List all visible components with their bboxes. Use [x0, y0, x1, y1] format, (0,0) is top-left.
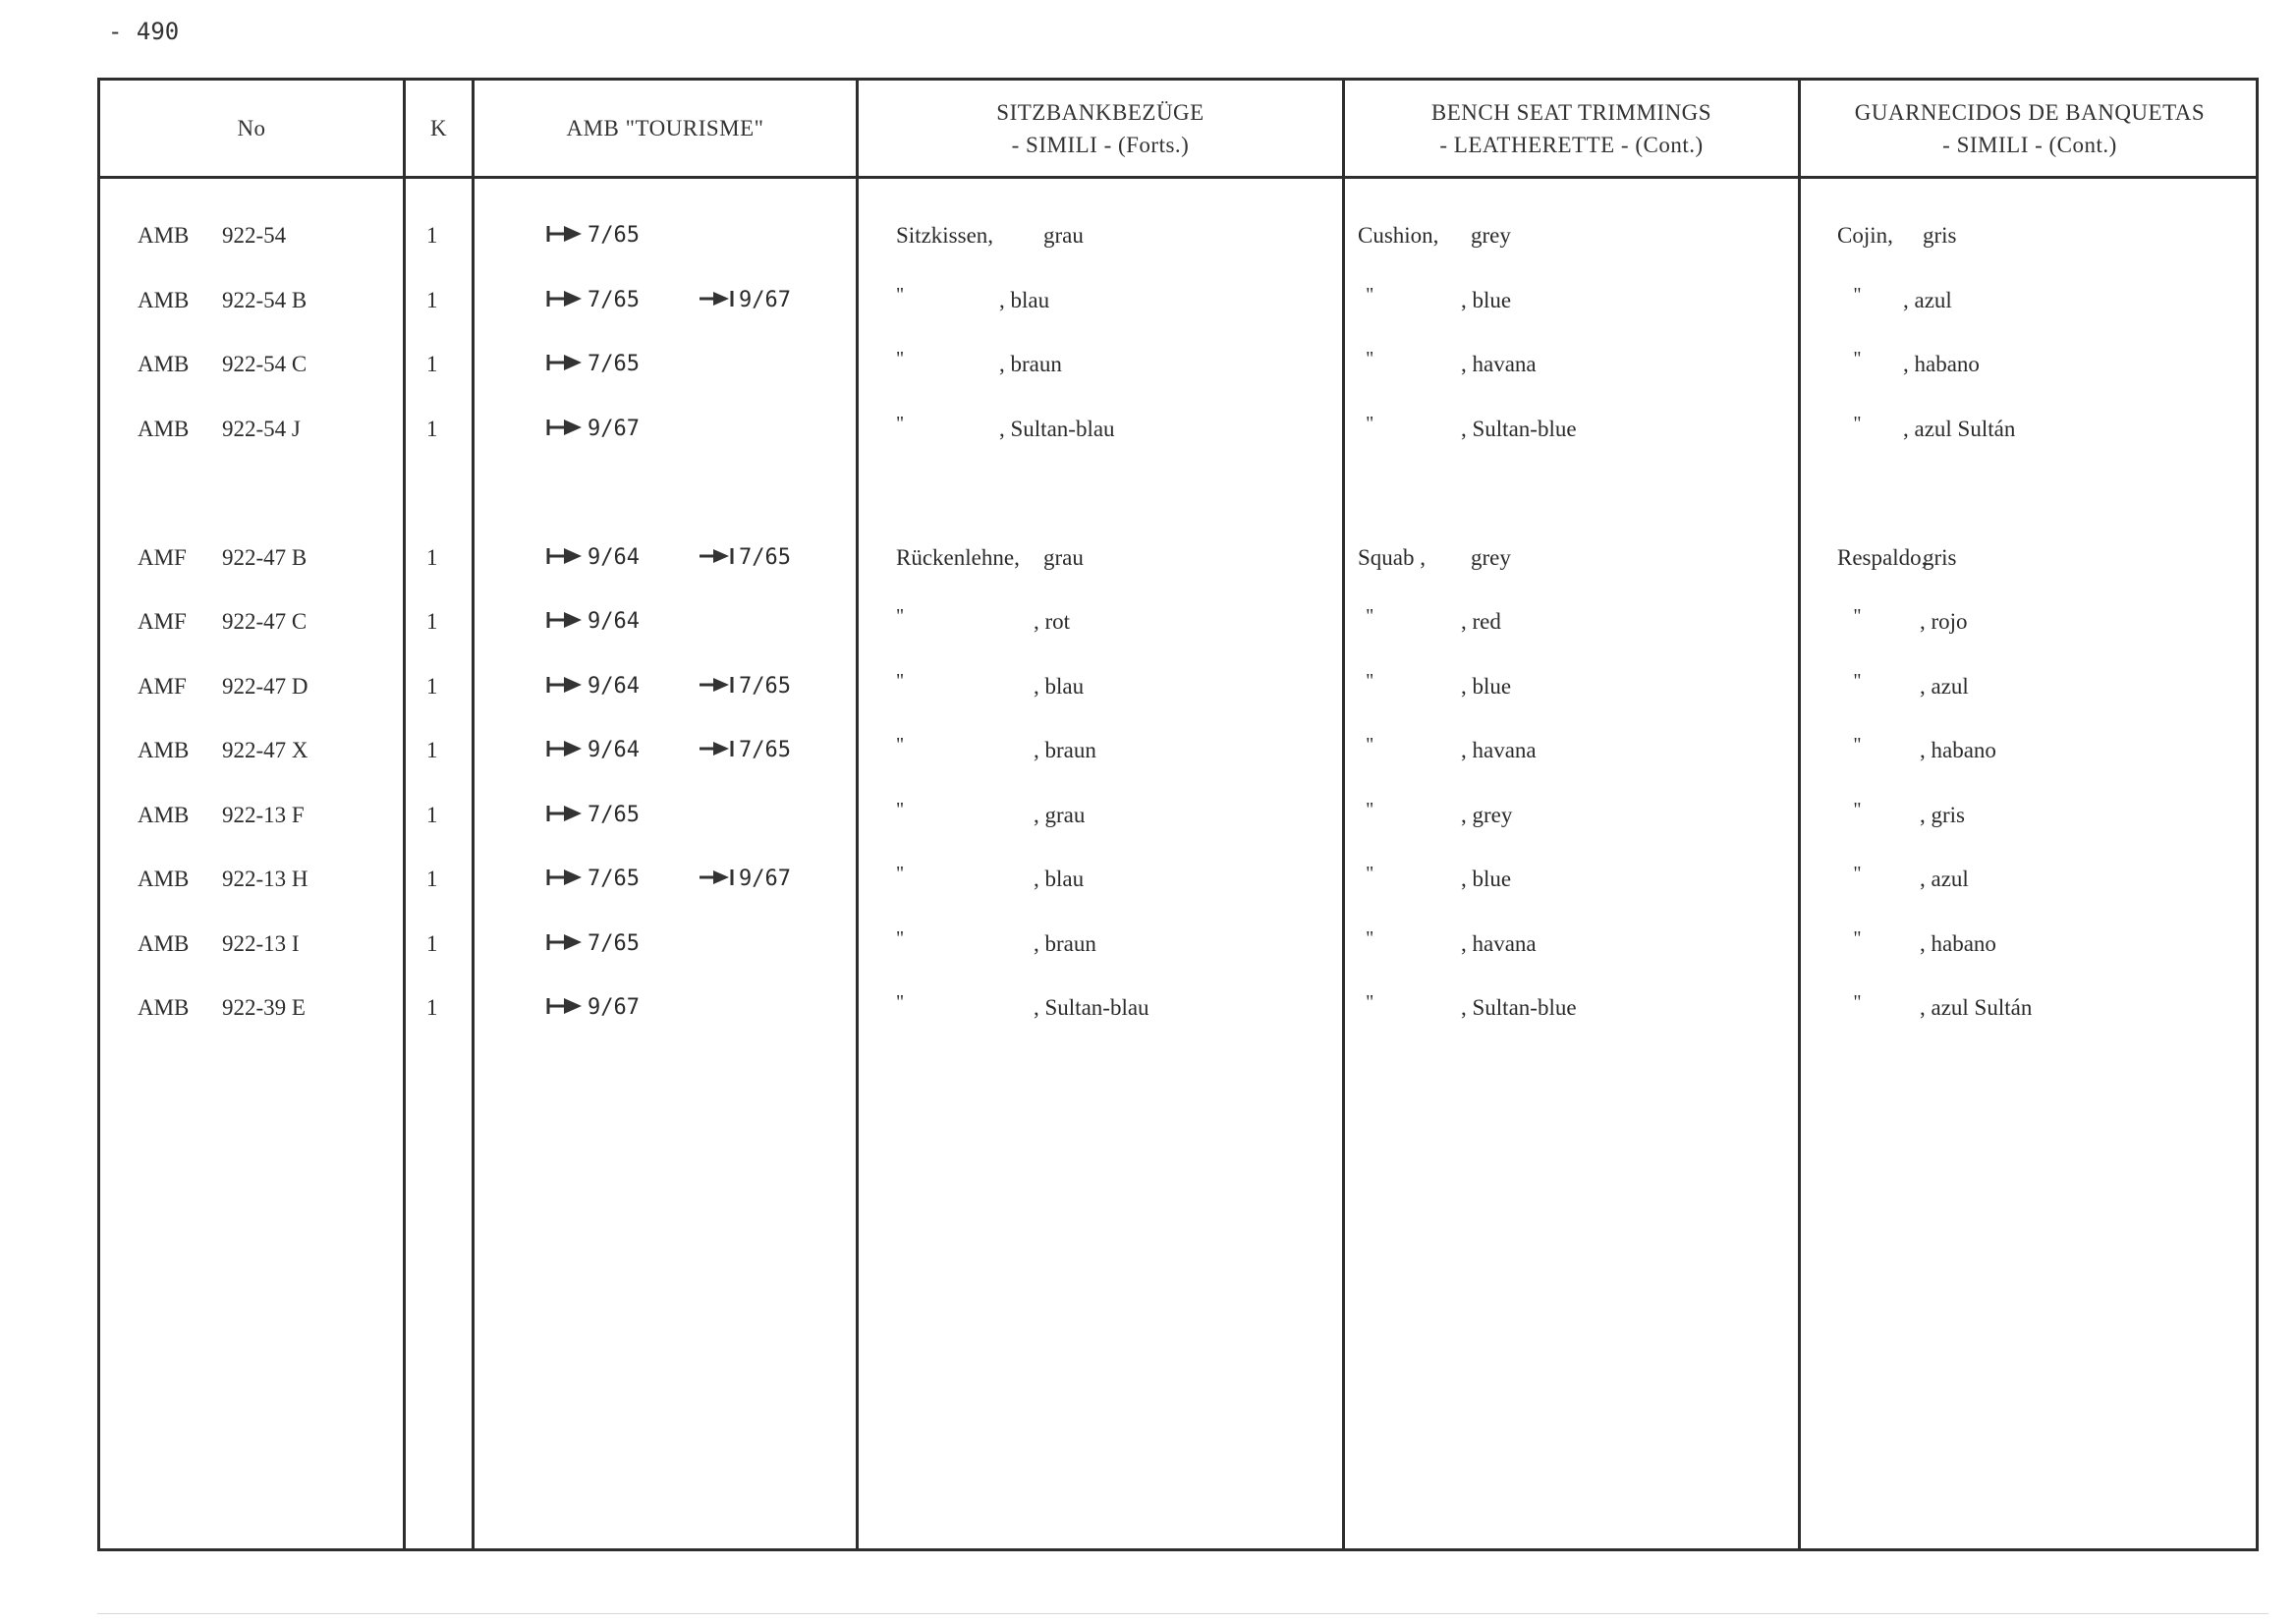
part-prefix: AMF: [138, 673, 187, 699]
start-arrow-icon: [546, 610, 586, 630]
english-description: , havana: [1461, 352, 1537, 376]
header-no-label: No: [237, 116, 266, 140]
start-arrow-icon: [546, 804, 586, 823]
german-lead: Sitzkissen,: [896, 223, 994, 248]
part-prefix: AMB: [138, 416, 190, 441]
valid-from-date: 7/65: [588, 287, 640, 312]
german-lead: ": [896, 798, 905, 820]
part-prefix: AMB: [138, 930, 190, 956]
spanish-description: , habano: [1903, 352, 1980, 376]
spanish-lead: ": [1853, 734, 1862, 756]
english-lead: Squab ,: [1358, 544, 1426, 570]
spanish-description: , azul: [1920, 867, 1969, 891]
spanish-lead: ": [1853, 283, 1862, 306]
table-row: [100, 345, 2256, 384]
valid-from: [546, 281, 640, 320]
german-description: , Sultan-blau: [999, 416, 1115, 441]
valid-from-date: 7/65: [588, 867, 640, 891]
quantity: 1: [426, 544, 438, 570]
spanish-description: , azul: [1903, 287, 1952, 312]
spanish-description: gris: [1923, 544, 1957, 570]
valid-from: [546, 860, 640, 899]
start-arrow-icon: [546, 546, 586, 566]
spanish-lead: ": [1853, 669, 1862, 692]
header-spanish: [1801, 81, 2259, 176]
english-description: , havana: [1461, 930, 1537, 956]
header-spanish-line1: GUARNECIDOS DE BANQUETAS: [1854, 99, 2206, 125]
quantity: 1: [426, 673, 438, 699]
part-number: 922-47 D: [222, 673, 308, 699]
header-model-label: AMB "TOURISME": [566, 116, 764, 140]
german-lead: ": [896, 283, 905, 306]
table-row: [100, 796, 2256, 835]
valid-from-date: 7/65: [588, 802, 640, 827]
english-lead: ": [1366, 605, 1374, 627]
part-number: 922-54 C: [222, 352, 308, 376]
german-lead: ": [896, 734, 905, 756]
header-german-line1: SITZBANKBEZÜGE: [996, 99, 1204, 125]
part-prefix: AMB: [138, 352, 190, 376]
table-row: [100, 988, 2256, 1028]
header-no: [100, 81, 403, 176]
part-number: 922-54: [222, 223, 287, 248]
valid-until-date: 9/67: [739, 287, 791, 312]
valid-from: [546, 538, 640, 578]
quantity: 1: [426, 287, 438, 312]
valid-from-date: 9/64: [588, 609, 640, 634]
valid-from-date: 7/65: [588, 223, 640, 248]
valid-until: [698, 538, 791, 578]
header-english-line1: BENCH SEAT TRIMMINGS: [1430, 99, 1712, 125]
quantity: 1: [426, 867, 438, 891]
part-number: 922-47 B: [222, 544, 308, 570]
spanish-lead: Cojin,: [1837, 223, 1893, 248]
english-lead: ": [1366, 863, 1374, 884]
part-number: 922-13 I: [222, 930, 300, 956]
german-lead: ": [896, 669, 905, 692]
english-description: , havana: [1461, 738, 1537, 762]
table-row: [100, 924, 2256, 964]
valid-from: [546, 602, 640, 642]
english-description: , red: [1461, 609, 1501, 634]
part-prefix: AMB: [138, 995, 190, 1020]
spanish-description: , gris: [1920, 802, 1965, 827]
english-description: , blue: [1461, 287, 1512, 312]
valid-from: [546, 410, 640, 449]
german-description: , Sultan-blau: [1034, 995, 1149, 1020]
part-number: 922-54 B: [222, 287, 308, 312]
valid-until: [698, 731, 791, 770]
part-prefix: AMB: [138, 867, 190, 891]
spanish-description: , azul: [1920, 673, 1969, 699]
german-lead: ": [896, 863, 905, 884]
valid-from-date: 7/65: [588, 930, 640, 956]
german-description: , blau: [999, 287, 1050, 312]
english-description: , blue: [1461, 867, 1512, 891]
german-description: , braun: [1034, 930, 1096, 956]
english-description: , Sultan-blue: [1461, 995, 1577, 1020]
header-german-line2: - SIMILI - (Forts.): [1011, 132, 1190, 157]
part-number: 922-54 J: [222, 416, 301, 441]
valid-from-date: 9/64: [588, 738, 640, 762]
spanish-lead: ": [1853, 991, 1862, 1013]
part-prefix: AMF: [138, 609, 187, 634]
valid-from: [546, 345, 640, 384]
valid-until-date: 7/65: [739, 738, 791, 762]
header-model: [475, 81, 856, 176]
table-row: [100, 281, 2256, 320]
start-arrow-icon: [546, 868, 586, 887]
english-description: , Sultan-blue: [1461, 416, 1577, 441]
spanish-description: , habano: [1920, 930, 1996, 956]
german-description: , rot: [1034, 609, 1071, 634]
valid-from-date: 7/65: [588, 352, 640, 376]
german-lead: Rückenlehne,: [896, 544, 1020, 570]
valid-from: [546, 924, 640, 964]
valid-from-date: 9/67: [588, 995, 640, 1020]
spanish-lead: ": [1853, 863, 1862, 884]
part-prefix: AMB: [138, 223, 190, 248]
valid-from: [546, 796, 640, 835]
quantity: 1: [426, 738, 438, 762]
quantity: 1: [426, 352, 438, 376]
valid-from: [546, 731, 640, 770]
valid-from-date: 9/64: [588, 544, 640, 570]
valid-from-date: 9/67: [588, 416, 640, 441]
end-arrow-icon: [698, 868, 737, 887]
quantity: 1: [426, 802, 438, 827]
page-number: - 490: [108, 18, 180, 45]
part-number: 922-47 C: [222, 609, 308, 634]
quantity: 1: [426, 223, 438, 248]
german-lead: ": [896, 991, 905, 1013]
german-description: , blau: [1034, 867, 1085, 891]
table-row: [100, 602, 2256, 642]
valid-until: [698, 860, 791, 899]
german-lead: ": [896, 605, 905, 627]
end-arrow-icon: [698, 289, 737, 308]
valid-from-date: 9/64: [588, 673, 640, 699]
header-german: [859, 81, 1342, 176]
parts-table: [97, 78, 2259, 1551]
header-k-label: K: [429, 116, 448, 140]
table-row: [100, 667, 2256, 706]
valid-until: [698, 667, 791, 706]
quantity: 1: [426, 930, 438, 956]
start-arrow-icon: [546, 418, 586, 437]
english-lead: ": [1366, 348, 1374, 369]
spanish-description: gris: [1923, 223, 1957, 248]
start-arrow-icon: [546, 932, 586, 952]
part-prefix: AMB: [138, 287, 190, 312]
start-arrow-icon: [546, 289, 586, 308]
spanish-lead: Respaldo,: [1837, 544, 1928, 570]
part-prefix: AMB: [138, 802, 190, 827]
german-description: grau: [1043, 544, 1084, 570]
spanish-lead: ": [1853, 605, 1862, 627]
part-number: 922-39 E: [222, 995, 306, 1020]
start-arrow-icon: [546, 675, 586, 695]
start-arrow-icon: [546, 996, 586, 1016]
start-arrow-icon: [546, 224, 586, 244]
english-lead: ": [1366, 991, 1374, 1013]
valid-from: [546, 216, 640, 255]
german-lead: ": [896, 348, 905, 369]
part-number: 922-13 H: [222, 867, 308, 891]
end-arrow-icon: [698, 739, 737, 758]
spanish-description: , habano: [1920, 738, 1996, 762]
header-spanish-line2: - SIMILI - (Cont.): [1942, 132, 2117, 157]
end-arrow-icon: [698, 675, 737, 695]
english-description: , blue: [1461, 673, 1512, 699]
english-description: grey: [1471, 223, 1511, 248]
spanish-lead: ": [1853, 412, 1862, 434]
spanish-lead: ": [1853, 348, 1862, 369]
table-row: [100, 538, 2256, 578]
valid-from: [546, 988, 640, 1028]
spanish-description: , azul Sultán: [1920, 995, 2033, 1020]
spanish-lead: ": [1853, 798, 1862, 820]
part-prefix: AMB: [138, 738, 190, 762]
table-row: [100, 410, 2256, 449]
english-lead: ": [1366, 669, 1374, 692]
english-lead: Cushion,: [1358, 223, 1439, 248]
valid-from: [546, 667, 640, 706]
valid-until: [698, 281, 791, 320]
quantity: 1: [426, 416, 438, 441]
table-row: [100, 860, 2256, 899]
table-row: [100, 731, 2256, 770]
english-description: , grey: [1461, 802, 1513, 827]
german-description: , blau: [1034, 673, 1085, 699]
part-prefix: AMF: [138, 544, 187, 570]
start-arrow-icon: [546, 353, 586, 372]
english-lead: ": [1366, 798, 1374, 820]
german-description: , braun: [999, 352, 1062, 376]
german-description: , braun: [1034, 738, 1096, 762]
german-lead: ": [896, 412, 905, 434]
english-lead: ": [1366, 926, 1374, 949]
header-divider: [100, 176, 2256, 179]
spanish-lead: ": [1853, 926, 1862, 949]
part-number: 922-47 X: [222, 738, 308, 762]
english-lead: ": [1366, 412, 1374, 434]
valid-until-date: 9/67: [739, 867, 791, 891]
spanish-description: , azul Sultán: [1903, 416, 2016, 441]
valid-until-date: 7/65: [739, 673, 791, 699]
header-english: [1345, 81, 1798, 176]
german-lead: ": [896, 926, 905, 949]
part-number: 922-13 F: [222, 802, 305, 827]
spanish-description: , rojo: [1920, 609, 1968, 634]
english-lead: ": [1366, 734, 1374, 756]
quantity: 1: [426, 609, 438, 634]
german-description: grau: [1043, 223, 1084, 248]
table-row: [100, 216, 2256, 255]
end-arrow-icon: [698, 546, 737, 566]
header-english-line2: - LEATHERETTE - (Cont.): [1439, 132, 1704, 157]
valid-until-date: 7/65: [739, 544, 791, 570]
english-description: grey: [1471, 544, 1511, 570]
header-k: [406, 81, 472, 176]
quantity: 1: [426, 995, 438, 1020]
german-description: , grau: [1034, 802, 1086, 827]
start-arrow-icon: [546, 739, 586, 758]
english-lead: ": [1366, 283, 1374, 306]
page-bottom-rule: [97, 1613, 2268, 1614]
